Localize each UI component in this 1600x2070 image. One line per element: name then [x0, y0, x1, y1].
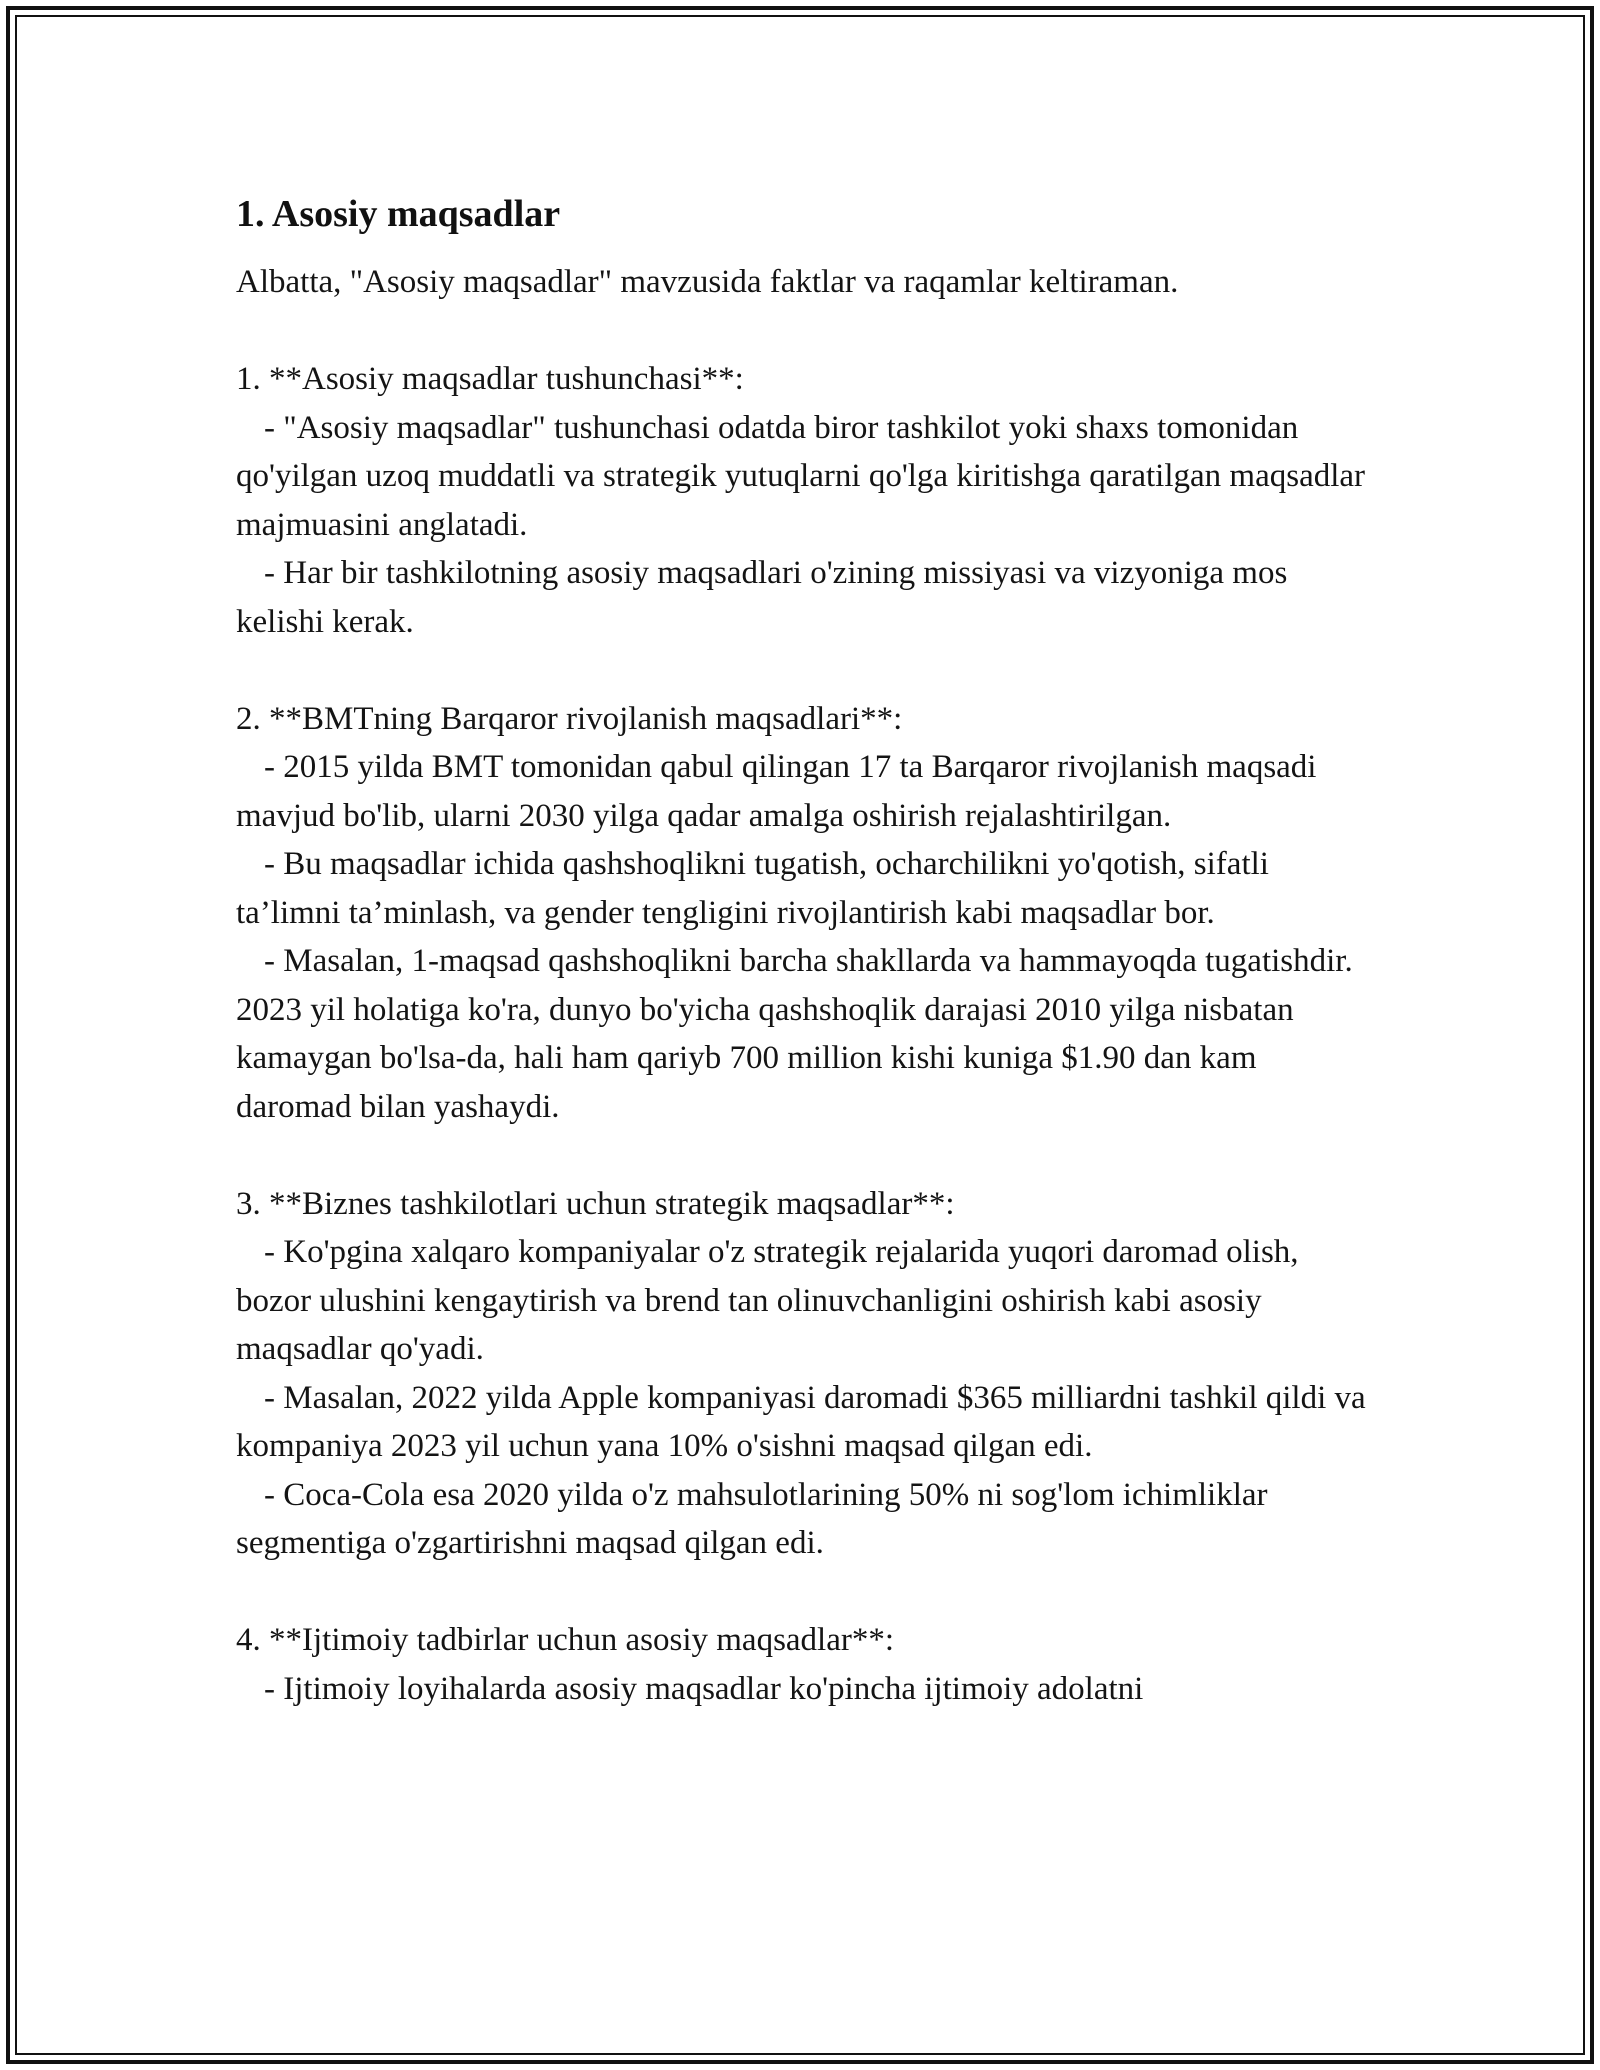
- document-heading: 1. Asosiy maqsadlar: [236, 193, 561, 235]
- bullet-item: - Masalan, 2022 yilda Apple kompaniyasi daromadi $365 milliardni tashkil qildi va kompaniya 2023 yil uchun yana 10% o'sishni maqsad qilgan edi.: [236, 1379, 1366, 1464]
- section-3: [236, 1180, 1376, 1568]
- section-title: 4. **Ijtimoiy tadbirlar uchun asosiy maqsadlar**:: [236, 1622, 895, 1658]
- bullet-item: - Coca-Cola esa 2020 yilda o'z mahsulotlarining 50% ni sog'lom ichimliklar segmentiga o'zgartirishni maqsad qilgan edi.: [236, 1476, 1268, 1561]
- intro-paragraph: Albatta, "Asosiy maqsadlar" mavzusida faktlar va raqamlar keltiraman.: [236, 264, 1179, 300]
- bullet-item: - Har bir tashkilotning asosiy maqsadlari o'zining missiyasi va vizyoniga mos kelishi kerak.: [236, 555, 1288, 640]
- section-title: 2. **BMTning Barqaror rivojlanish maqsadlari**:: [236, 700, 903, 737]
- bullet-item: - Ko'pgina xalqaro kompaniyalar o'z strategik rejalarida yuqori daromad olish, bozor ulushini kengaytirish va brend tan olinuvchanligini oshirish kabi asosiy maqsadlar qo'yadi.: [236, 1234, 1299, 1367]
- section-2: [236, 695, 1376, 1132]
- section-title: 1. **Asosiy maqsadlar tushunchasi**:: [236, 361, 744, 397]
- bullet-item: - Ijtimoiy loyihalarda asosiy maqsadlar ko'pincha ijtimoiy adolatni: [264, 1670, 1144, 1707]
- bullet-item: - "Asosiy maqsadlar" tushunchasi odatda biror tashkilot yoki shaxs tomonidan qo'yilgan uzoq muddatli va strategik yutuqlarni qo'lga kiritishga qaratilgan maqsadlar majmuasini anglatadi.: [236, 409, 1366, 543]
- bullet-item: - Bu maqsadlar ichida qashshoqlikni tugatish, ocharchilikni yo'qotish, sifatli ta’limni ta’minlash, va gender tengligini rivojlantirish kabi maqsadlar bor.: [236, 846, 1269, 931]
- section-title: 3. **Biznes tashkilotlari uchun strategik maqsadlar**:: [236, 1185, 955, 1222]
- section-1: [236, 355, 1376, 646]
- bullet-item: - Masalan, 1-maqsad qashshoqlikni barcha shakllarda va hammayoqda tugatishdir. 2023 yil holatiga ko'ra, dunyo bo'yicha qashshoqlik darajasi 2010 yilga nisbatan kamaygan bo'lsa-da, hali ham qariyb 700 million kishi kuniga $1.90 dan kam daromad bilan yashaydi.: [236, 943, 1353, 1125]
- section-4: [236, 1616, 1376, 1713]
- document-body: [236, 186, 1376, 1713]
- bullet-item: - 2015 yilda BMT tomonidan qabul qilingan 17 ta Barqaror rivojlanish maqsadi mavjud bo'lib, ularni 2030 yilga qadar amalga oshirish rejalashtirilgan.: [236, 749, 1317, 834]
